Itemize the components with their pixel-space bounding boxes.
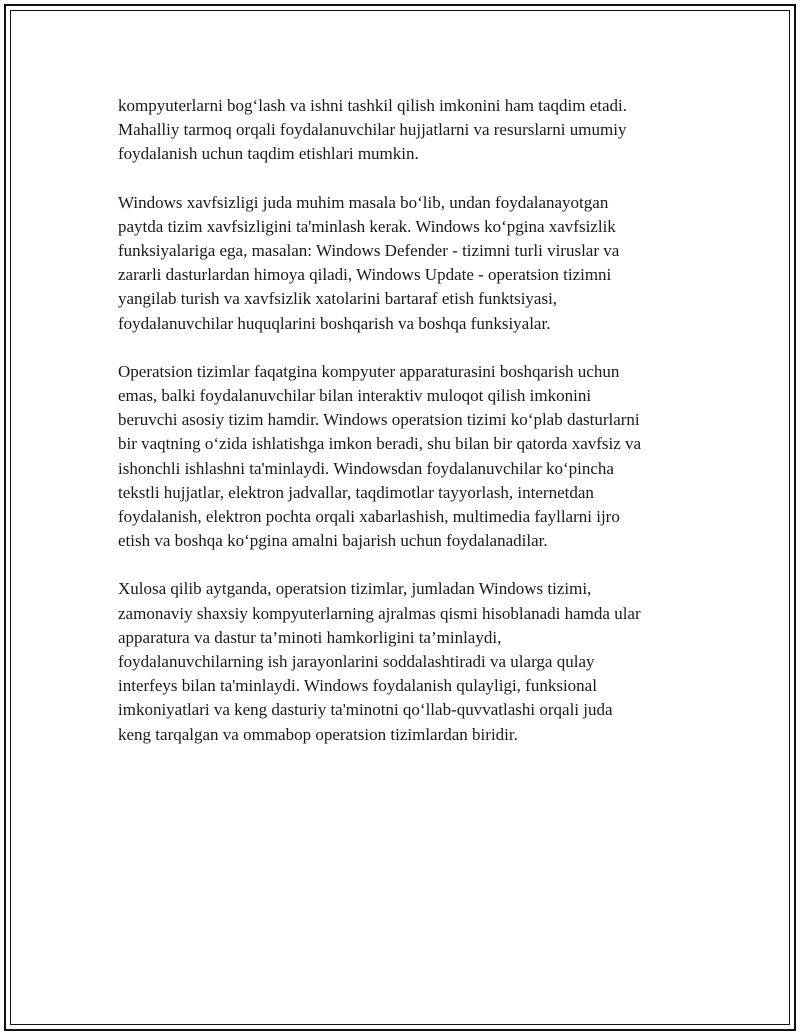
paragraph-line: etish va boshqa ko‘pgina amalni bajarish uchun foydalanadilar.: [118, 531, 548, 551]
paragraph-line: zamonaviy shaxsiy kompyuterlarning ajralmas qismi hisoblanadi hamda ular: [118, 603, 641, 623]
paragraph-line: imkoniyatlari va keng dasturiy ta'minotni qo‘llab-quvvatlashi orqali juda: [118, 700, 613, 720]
document-body: [118, 94, 698, 771]
paragraph-line: ishonchli ishlashni ta'minlaydi. Windowsdan foydalanuvchilar ko‘pincha: [118, 458, 614, 478]
paragraph-line: yangilab turish va xavfsizlik xatolarini bartaraf etish funktsiyasi,: [118, 289, 558, 309]
paragraph-line: foydalanish uchun taqdim etishlari mumkin.: [118, 144, 419, 164]
paragraph-line: funksiyalariga ega, masalan: Windows Defender - tizimni turli viruslar va: [118, 241, 620, 261]
paragraph-line: Operatsion tizimlar faqatgina kompyuter apparaturasini boshqarish uchun: [118, 361, 620, 381]
paragraph-line: Mahalliy tarmoq orqali foydalanuvchilar hujjatlarni va resurslarni umumiy: [118, 120, 627, 140]
paragraph-line: apparatura va dastur ta’minoti hamkorligini ta’minlaydi,: [118, 627, 502, 647]
paragraph-line: foydalanish, elektron pochta orqali xabarlashish, multimedia fayllarni ijro: [118, 507, 620, 527]
paragraph-line: bir vaqtning o‘zida ishlatishga imkon beradi, shu bilan bir qatorda xavfsiz va: [118, 434, 642, 454]
paragraph-line: foydalanuvchilar huquqlarini boshqarish va boshqa funksiyalar.: [118, 313, 551, 333]
paragraph-4: [118, 577, 698, 746]
paragraph-line: emas, balki foydalanuvchilar bilan interaktiv muloqot qilish imkonini: [118, 386, 592, 406]
paragraph-line: foydalanuvchilarning ish jarayonlarini soddalashtiradi va ularga qulay: [118, 652, 595, 672]
paragraph-2: [118, 191, 698, 336]
paragraph-line: interfeys bilan ta'minlaydi. Windows foydalanish qulayligi, funksional: [118, 676, 597, 696]
paragraph-line: Xulosa qilib aytganda, operatsion tizimlar, jumladan Windows tizimi,: [118, 579, 592, 599]
paragraph-line: keng tarqalgan va ommabop operatsion tizimlardan biridir.: [118, 724, 518, 744]
paragraph-line: zararli dasturlardan himoya qiladi, Windows Update - operatsion tizimni: [118, 265, 612, 285]
paragraph-line: tekstli hujjatlar, elektron jadvallar, taqdimotlar tayyorlash, internetdan: [118, 482, 594, 502]
paragraph-line: beruvchi asosiy tizim hamdir. Windows operatsion tizimi ko‘plab dasturlarni: [118, 410, 640, 430]
paragraph-3: [118, 360, 698, 554]
paragraph-line: paytda tizim xavfsizligini ta'minlash kerak. Windows ko‘pgina xavfsizlik: [118, 216, 616, 236]
paragraph-line: kompyuterlarni bog‘lash va ishni tashkil qilish imkonini ham taqdim etadi.: [118, 96, 627, 115]
paragraph-line: Windows xavfsizligi juda muhim masala bo‘lib, undan foydalanayotgan: [118, 192, 609, 212]
paragraph-1: [118, 94, 698, 167]
